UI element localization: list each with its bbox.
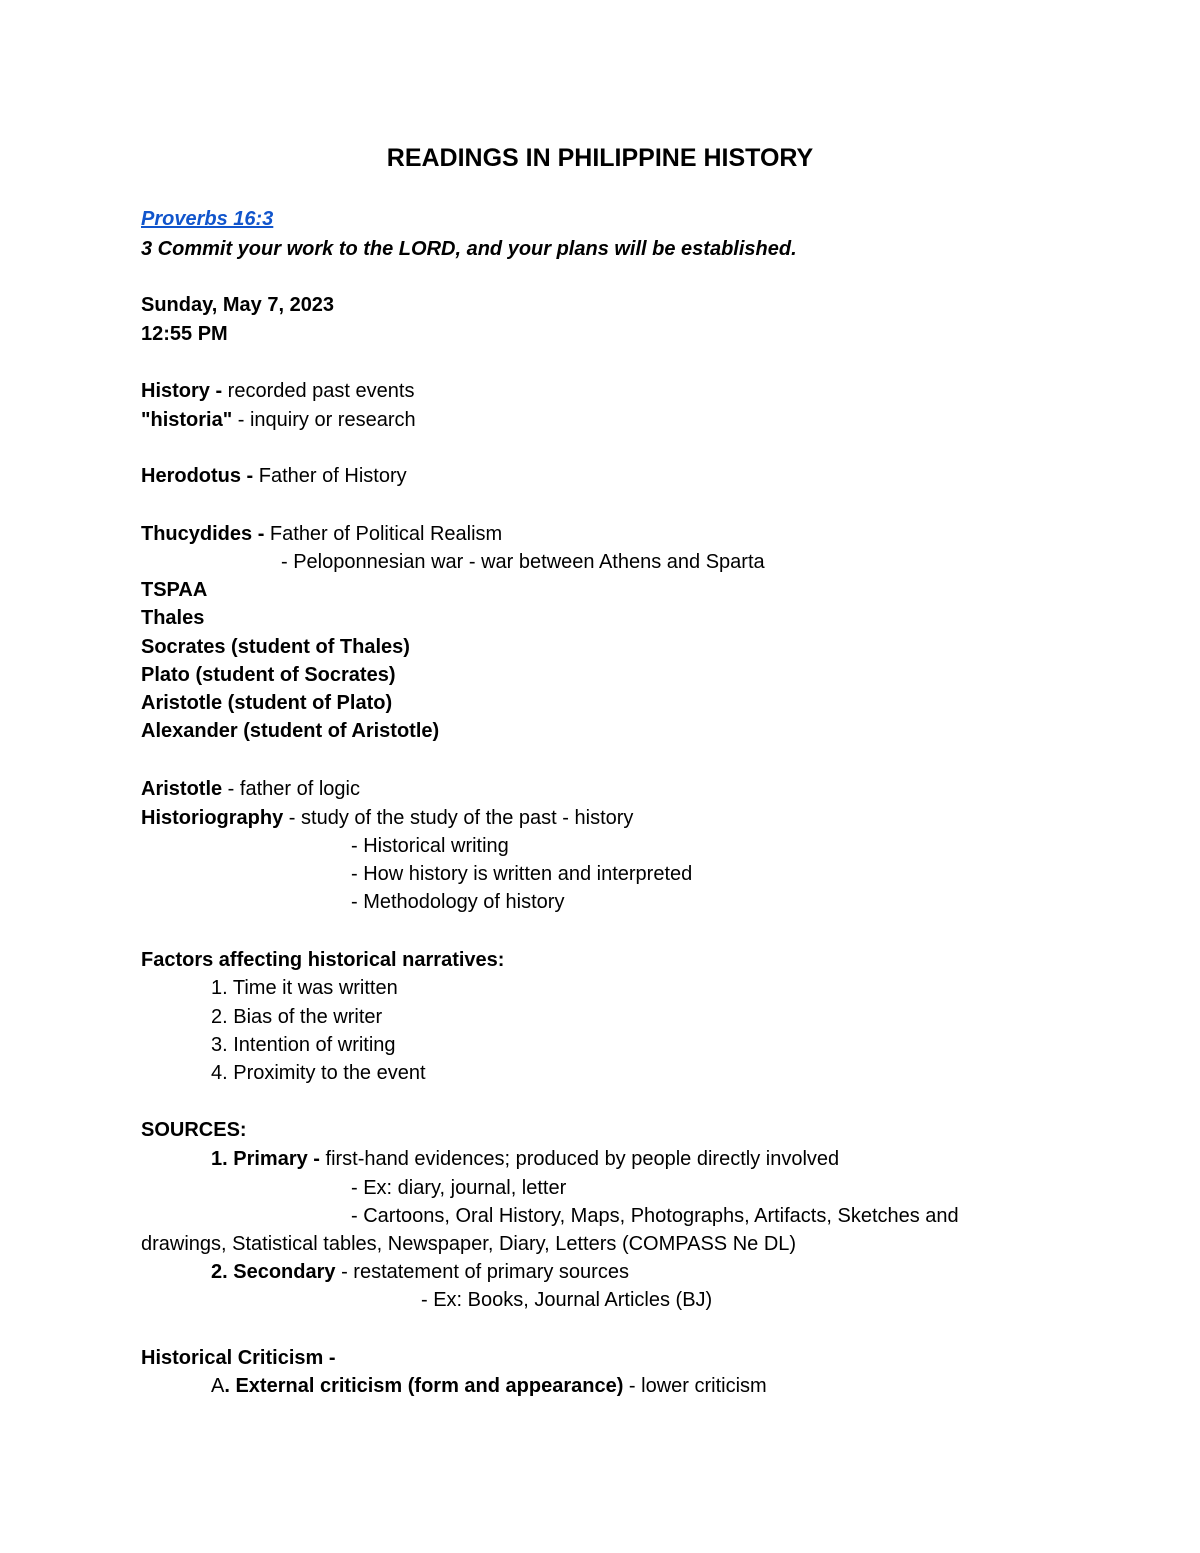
external-criticism-def: - lower criticism <box>623 1375 767 1397</box>
herodotus-def: Father of History <box>253 465 407 487</box>
aristotle-def: - father of logic <box>222 778 360 800</box>
aristotle-term: Aristotle <box>141 778 223 800</box>
secondary-source-line <box>211 1260 629 1284</box>
thucydides-definition <box>141 522 502 546</box>
tspaa-item: Plato (student of Socrates) <box>141 664 396 686</box>
secondary-example: - Ex: Books, Journal Articles (BJ) <box>421 1289 713 1311</box>
thucydides-subpoint: - Peloponnesian war - war between Athens and Sparta <box>281 551 765 573</box>
factors-item: 2. Bias of the writer <box>211 1006 383 1028</box>
criticism-heading: Historical Criticism - <box>141 1347 336 1369</box>
primary-source-line <box>211 1147 839 1171</box>
history-term: History - <box>141 380 223 402</box>
factors-item: 1. Time it was written <box>211 977 398 999</box>
tspaa-item: Thales <box>141 607 205 629</box>
historiography-subpoint: - Methodology of history <box>351 891 565 913</box>
external-criticism-term: . External criticism (form and appearance) <box>224 1375 624 1397</box>
tspaa-item: Alexander (student of Aristotle) <box>141 720 440 742</box>
tspaa-item: Socrates (student of Thales) <box>141 636 410 658</box>
thucydides-def: Father of Political Realism <box>264 523 503 545</box>
verse-text: 3 Commit your work to the LORD, and your plans will be established. <box>141 238 797 260</box>
secondary-def: - restatement of primary sources <box>335 1261 629 1283</box>
page-title: READINGS IN PHILIPPINE HISTORY <box>386 144 814 172</box>
herodotus-definition <box>141 464 407 488</box>
historia-def: - inquiry or research <box>232 409 416 431</box>
history-definition <box>141 379 414 403</box>
factors-item: 4. Proximity to the event <box>211 1062 426 1084</box>
verse-reference-link[interactable]: Proverbs 16:3 <box>141 208 274 230</box>
factors-heading: Factors affecting historical narratives: <box>141 949 505 971</box>
date-text: Sunday, May 7, 2023 <box>141 294 335 316</box>
historia-term: "historia" <box>141 409 233 431</box>
thucydides-term: Thucydides - <box>141 523 265 545</box>
time-text: 12:55 PM <box>141 323 228 345</box>
historiography-subpoint: - How history is written and interpreted <box>351 863 693 885</box>
primary-example: - Ex: diary, journal, letter <box>351 1177 567 1199</box>
tspaa-heading: TSPAA <box>141 579 208 601</box>
external-criticism-line <box>211 1374 767 1398</box>
historiography-def: - study of the study of the past - history <box>283 807 634 829</box>
history-def: recorded past events <box>222 380 415 402</box>
tspaa-item: Aristotle (student of Plato) <box>141 692 393 714</box>
aristotle-definition <box>141 777 360 801</box>
primary-def: first-hand evidences; produced by people directly involved <box>319 1148 840 1170</box>
historiography-subpoint: - Historical writing <box>351 835 509 857</box>
sources-heading: SOURCES: <box>141 1119 247 1141</box>
verse-reference-line <box>141 207 273 231</box>
primary-list: - Cartoons, Oral History, Maps, Photographs, Artifacts, Sketches and <box>351 1205 959 1227</box>
historiography-term: Historiography <box>141 807 284 829</box>
secondary-term: 2. Secondary <box>211 1261 336 1283</box>
herodotus-term: Herodotus - <box>141 465 254 487</box>
historiography-definition <box>141 806 633 830</box>
criticism-letter: A <box>211 1375 225 1397</box>
factors-item: 3. Intention of writing <box>211 1034 396 1056</box>
primary-list-continued: drawings, Statistical tables, Newspaper, Diary, Letters (COMPASS Ne DL) <box>141 1233 797 1255</box>
primary-term: 1. Primary - <box>211 1148 320 1170</box>
historia-definition <box>141 408 416 432</box>
